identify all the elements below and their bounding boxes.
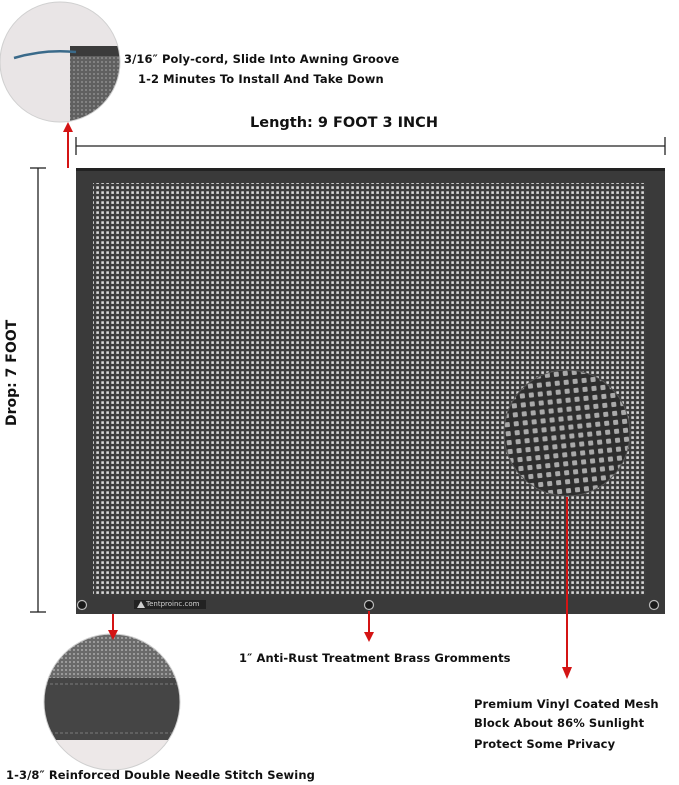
stitch-detail-circle <box>40 630 190 780</box>
length-label: Length: 9 FOOT 3 INCH <box>250 115 438 131</box>
arrow-up-icon <box>63 122 73 168</box>
mesh-feature-2: Block About 86% Sunlight <box>474 716 645 730</box>
length-dimension-line <box>76 137 665 155</box>
grommets-label: 1″ Anti-Rust Treatment Brass Gromments <box>239 651 511 665</box>
mesh-feature-1: Premium Vinyl Coated Mesh <box>474 697 659 711</box>
polycord-label: 3/16″ Poly-cord, Slide Into Awning Groove <box>124 52 400 66</box>
drop-label: Drop: 7 FOOT <box>4 319 20 426</box>
arrow-down-icon <box>364 611 374 642</box>
install-time-label: 1-2 Minutes To Install And Take Down <box>138 72 384 86</box>
polycord-detail-circle <box>0 0 130 136</box>
brand-logo: Tentproinc.com <box>146 599 200 608</box>
drop-dimension-line <box>30 168 46 612</box>
mesh-feature-3: Protect Some Privacy <box>474 737 616 751</box>
stitch-label: 1-3/8″ Reinforced Double Needle Stitch Sewing <box>6 768 315 782</box>
